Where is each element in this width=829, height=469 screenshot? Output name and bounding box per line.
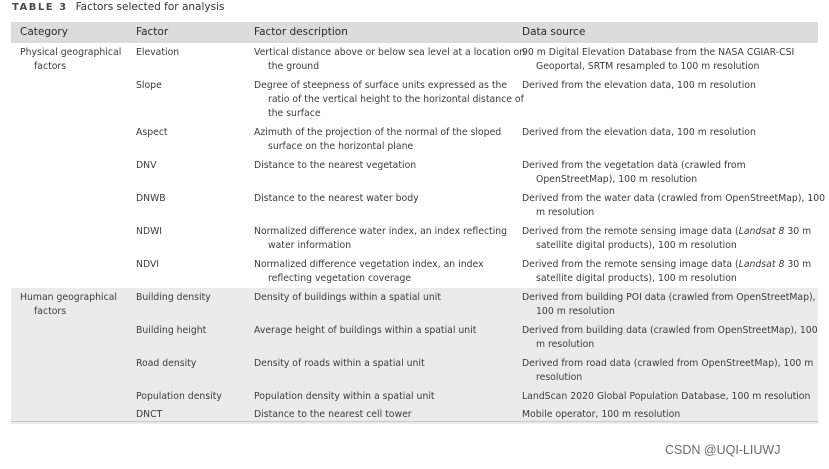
factor-cell: NDVI (136, 259, 160, 270)
source-text: 30 m satellite digital products), 100 m resolution (536, 259, 812, 284)
table-row (11, 43, 818, 76)
table-row (11, 76, 818, 123)
group-human (11, 288, 818, 424)
factor-cell: DNCT (136, 409, 163, 420)
group-physical (11, 43, 826, 288)
factor-cell: Population density (136, 391, 222, 402)
description-cell: Population density within a spatial unit (254, 391, 435, 402)
table-row (11, 321, 818, 354)
source-cell: Derived from the elevation data, 100 m resolution (522, 127, 756, 138)
source-cell (522, 225, 826, 253)
table-caption (12, 1, 224, 13)
description-cell: Average height of buildings within a spatial unit (254, 325, 477, 336)
source-cell: Mobile operator, 100 m resolution (522, 409, 681, 420)
description-cell: Distance to the nearest water body (254, 193, 419, 204)
description-cell: Distance to the nearest vegetation (254, 160, 417, 171)
source-cell: LandScan 2020 Global Population Database, 100 m resolution (522, 391, 811, 402)
description-cell: Normalized difference water index, an index reflecting water information (254, 226, 508, 251)
header-category: Category (20, 26, 68, 38)
factor-cell: NDWI (136, 226, 163, 237)
source-text: Derived from the remote sensing image data ( (522, 226, 739, 237)
source-text: Derived from the remote sensing image data ( (522, 259, 739, 270)
table-header (11, 22, 818, 43)
source-cell: 90 m Digital Elevation Database from the NASA CGIAR-CSI Geoportal, SRTM resampled to 100 m resolution (522, 47, 795, 72)
description-cell: Density of buildings within a spatial unit (254, 292, 441, 303)
category-cell: Physical geographical factors (20, 47, 122, 72)
table-title: Factors selected for analysis (75, 1, 225, 13)
source-italic-text: Landsat 8 (738, 226, 785, 237)
source-cell: Derived from road data (crawled from OpenStreetMap), 100 m resolution (522, 358, 814, 383)
factor-cell: Elevation (136, 47, 180, 58)
watermark: CSDN @UQI-LIUWJ (665, 443, 781, 457)
table-row (11, 387, 818, 405)
source-text: 30 m satellite digital products), 100 m resolution (536, 226, 812, 251)
source-cell: Derived from the water data (crawled from OpenStreetMap), 100 m resolution (522, 193, 826, 218)
source-cell: Derived from building data (crawled from OpenStreetMap), 100 m resolution (522, 325, 818, 350)
header-factor: Factor (136, 26, 169, 38)
source-cell: Derived from building POI data (crawled from OpenStreetMap), 100 m resolution (522, 292, 816, 317)
source-cell: Derived from the vegetation data (crawled from OpenStreetMap), 100 m resolution (522, 160, 746, 185)
factor-cell: Building density (136, 292, 211, 303)
factor-cell: Slope (136, 80, 162, 91)
factor-cell: DNV (136, 160, 157, 171)
factors-table (11, 22, 826, 424)
source-italic-text: Landsat 8 (738, 259, 785, 270)
description-cell: Vertical distance above or below sea level at a location on the ground (254, 47, 526, 72)
table-row (11, 123, 818, 156)
header-factor-description: Factor description (254, 26, 348, 38)
table-row (11, 189, 826, 222)
source-cell: Derived from the elevation data, 100 m resolution (522, 80, 756, 91)
table-row (11, 156, 818, 189)
factor-cell: Road density (136, 358, 197, 369)
description-cell: Distance to the nearest cell tower (254, 409, 412, 420)
description-cell: Degree of steepness of surface units expressed as the ratio of the vertical height to the horizontal distance of the surface (254, 80, 524, 119)
table-row (11, 255, 818, 288)
table-row (11, 354, 818, 387)
table-row (11, 288, 818, 321)
description-cell: Azimuth of the projection of the normal of the sloped surface on the horizontal plane (254, 127, 502, 152)
factor-cell: DNWB (136, 193, 166, 204)
factor-cell: Building height (136, 325, 207, 336)
description-cell: Density of roads within a spatial unit (254, 358, 425, 369)
factor-cell: Aspect (136, 127, 168, 138)
table-bottom-rule (11, 421, 818, 422)
table-row (11, 222, 818, 255)
category-cell: Human geographical factors (20, 292, 117, 317)
description-cell: Normalized difference vegetation index, an index reflecting vegetation coverage (254, 259, 484, 284)
source-cell (522, 258, 826, 286)
header-data-source: Data source (522, 26, 586, 38)
table-label: TABLE 3 (12, 2, 68, 13)
